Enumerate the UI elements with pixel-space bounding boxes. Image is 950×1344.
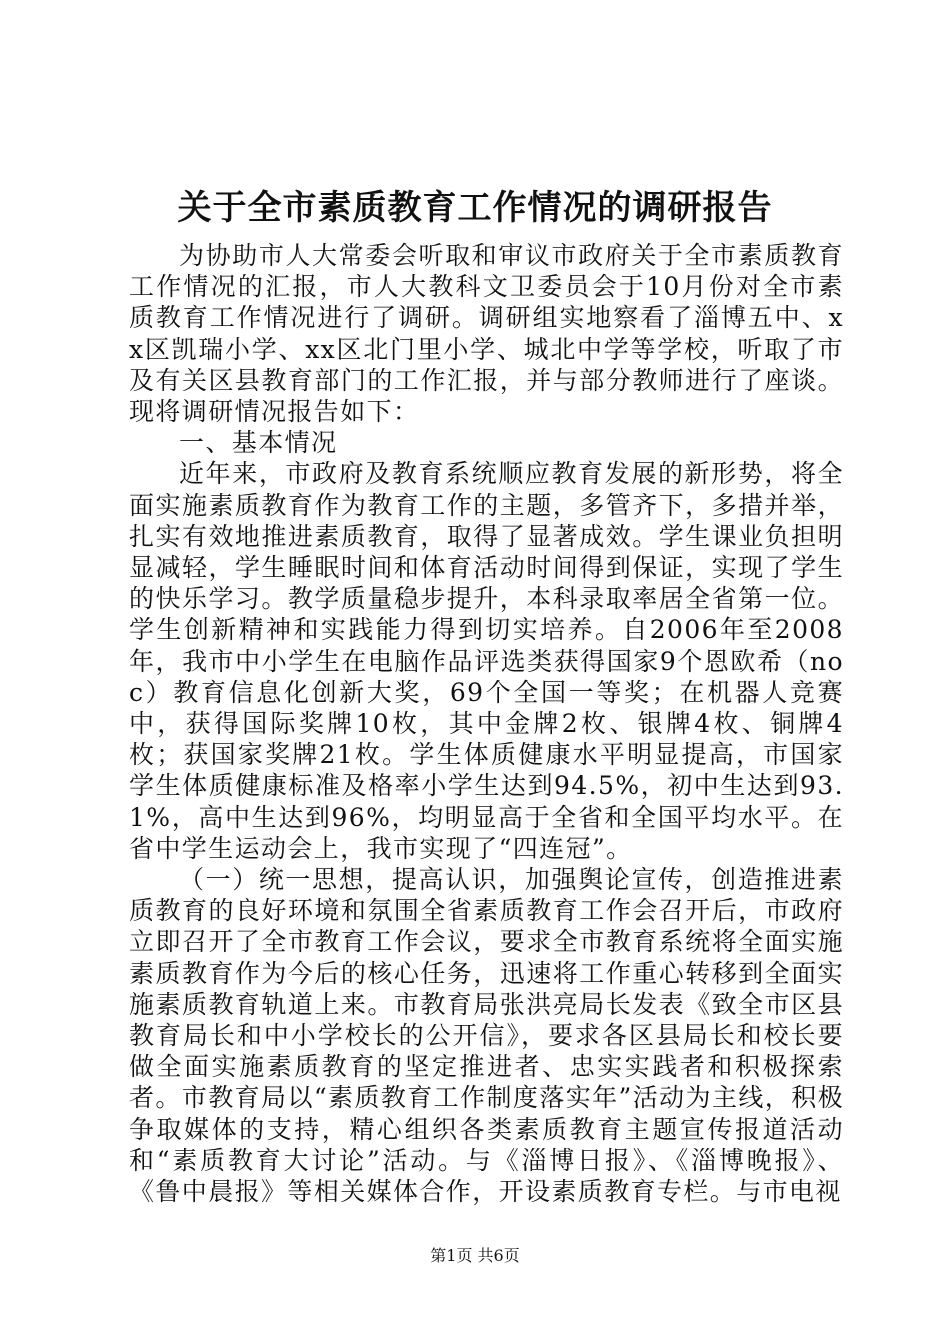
intro-paragraph: 为协助市人大常委会听取和审议市政府关于全市素质教育工作情况的汇报，市人大教科文卫委员会于10月份对全市素质教育工作情况进行了调研。调研组实地察看了淄博五中、xx区凯瑞小学、xx区北门里小学、城北中学等学校，听取了市及有关区县教育部门的工作汇报，并与部分教师进行了座谈。现将调研情况报告如下： [129, 241, 844, 427]
basic-situation-paragraph: 近年来，市政府及教育系统顺应教育发展的新形势，将全面实施素质教育作为教育工作的主题，多管齐下，多措并举，扎实有效地推进素质教育，取得了显著成效。学生课业负担明显减轻，学生睡眠时间和体育活动时间得到保证，实现了学生的快乐学习。教学质量稳步提升，本科录取率居全省第一位。学生创新精神和实践能力得到切实培养。自2006年至2008年，我市中小学生在电脑作品评选类获得国家9个恩欧希（noc）教育信息化创新大奖，69个全国一等奖；在机器人竞赛中，获得国际奖牌10枚，其中金牌2枚、银牌4枚、铜牌4枚；获国家奖牌21枚。学生体质健康水平明显提高，市国家学生体质健康标准及格率小学生达到94.5%，初中生达到93.1%，高中生达到96%，均明显高于全省和全国平均水平。在省中学生运动会上，我市实现了“四连冠”。 [129, 459, 844, 863]
page-number-footer: 第1页 共6页 [430, 1246, 520, 1265]
document-title: 关于全市素质教育工作情况的调研报告 [177, 188, 773, 228]
subsection-one-paragraph: （一）统一思想，提高认识，加强舆论宣传，创造推进素质教育的良好环境和氛围全省素质教育工作会召开后，市政府立即召开了全市教育工作会议，要求全市教育系统将全面实施素质教育作为今后的核心任务，迅速将工作重心转移到全面实施素质教育轨道上来。市教育局张洪亮局长发表《致全市区县教育局长和中小学校长的公开信》，要求各区县局长和校长要做全面实施素质教育的坚定推进者、忠实实践者和积极探索者。市教育局以“素质教育工作制度落实年”活动为主线，积极争取媒体的支持，精心组织各类素质教育主题宣传报道活动和“素质教育大讨论”活动。与《淄博日报》、《淄博晚报》、《鲁中晨报》等相关媒体合作，开设素质教育专栏。与市电视 [129, 865, 844, 1207]
section-heading-basic-situation: 一、基本情况 [179, 428, 338, 458]
document-body [129, 240, 844, 1207]
